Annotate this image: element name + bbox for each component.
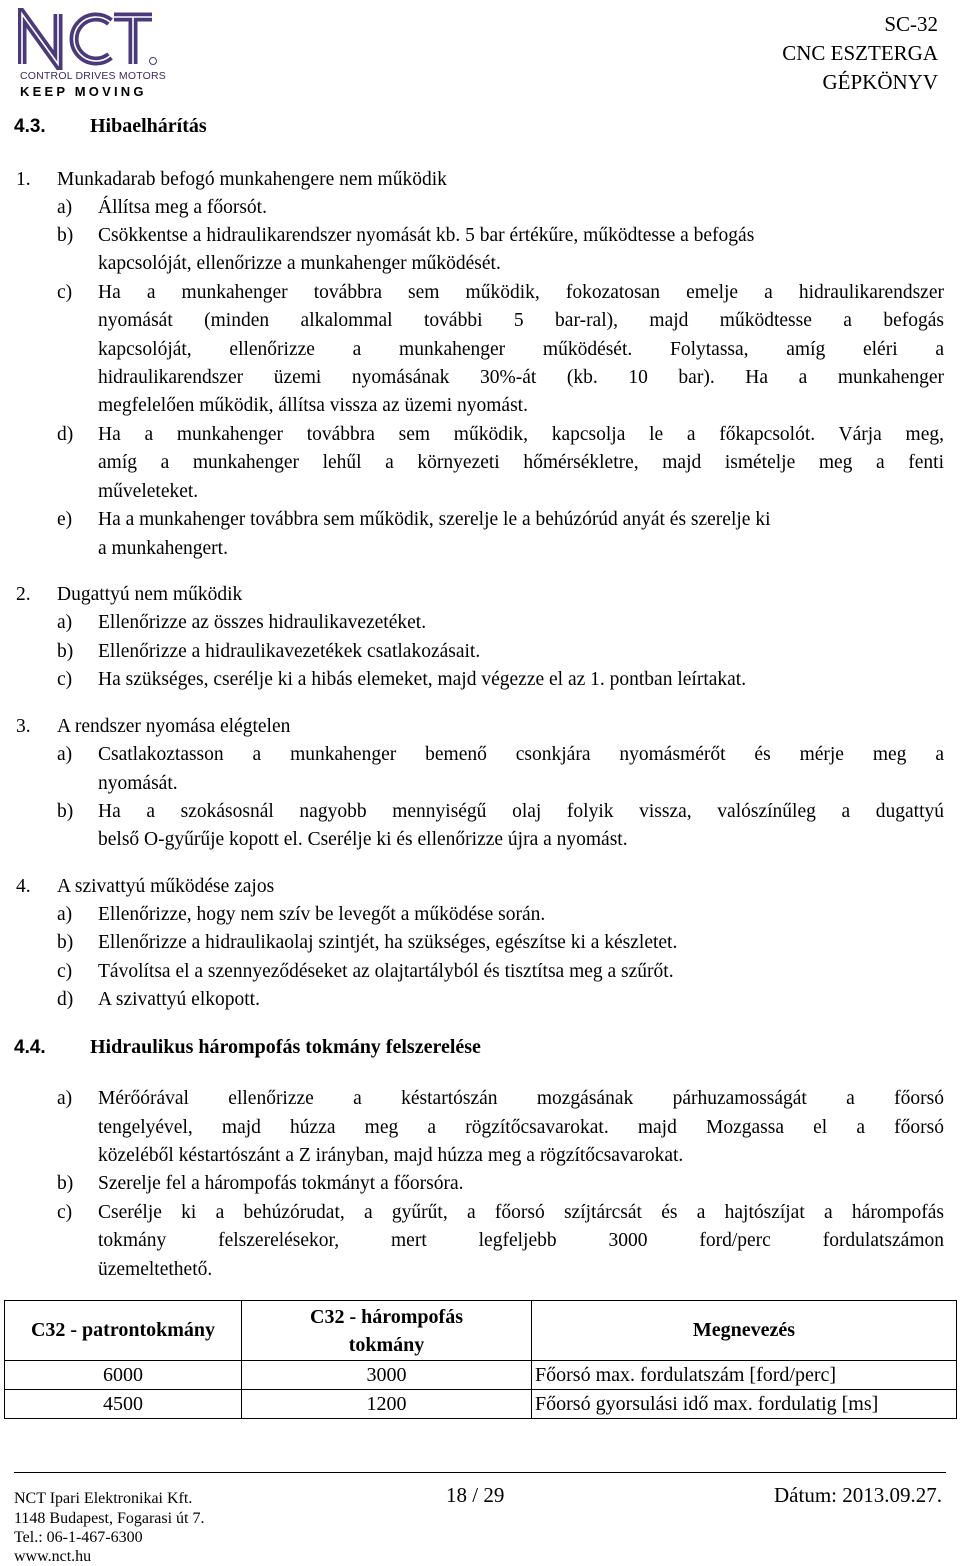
sub-text: Cserélje ki a behúzórudat, a gyűrűt, a főorsó szíjtárcsát és a hajtószíjat a hárompofás	[98, 1202, 944, 1223]
logo-tagline: KEEP MOVING	[20, 84, 147, 99]
page-number: 18 / 29	[446, 1483, 505, 1507]
sub-text: nyomását (minden alkalommal további 5 bar-ral), majd működtesse a befogás	[98, 310, 944, 331]
sub-letter: c)	[57, 961, 73, 982]
table-header-text: Megnevezés	[692, 1319, 796, 1341]
item-title: Dugattyú nem működik	[57, 584, 243, 605]
footer-date: Dátum: 2013.09.27.	[774, 1483, 942, 1507]
table-header-text: tokmány	[348, 1333, 425, 1356]
sub-text: A szivattyú elkopott.	[98, 989, 260, 1010]
item-number: 3.	[16, 716, 31, 737]
sub-text: tengelyével, majd húzza meg a rögzítőcsavarokat. majd Mozgassa el a főorsó	[98, 1117, 944, 1138]
sub-text: Csatlakoztasson a munkahenger bemenő csonkjára nyomásmérőt és mérje meg a	[98, 744, 944, 765]
sub-text: Mérőórával ellenőrizze a késtartószán mozgásának párhuzamosságát a főorsó	[98, 1088, 944, 1109]
sub-text: Állítsa meg a főorsót.	[98, 197, 267, 218]
sub-text: műveleteket.	[98, 481, 199, 502]
item-title: Munkadarab befogó munkahengere nem működik	[57, 169, 447, 190]
sub-text: amíg a munkahenger lehűl a környezeti hőmérsékletre, majd ismételje meg a fenti	[98, 452, 944, 473]
footer-address: 1148 Budapest, Fogarasi út 7.	[14, 1510, 205, 1527]
document-header	[782, 10, 938, 97]
table-cell: 6000	[5, 1361, 242, 1390]
sub-text: Csökkentse a hidraulikarendszer nyomását kb. 5 bar értékűre, működtesse a befogás	[98, 225, 755, 246]
sub-letter: b)	[57, 641, 74, 662]
header-model: SC-32	[884, 12, 938, 36]
table-header-cell	[242, 1301, 532, 1361]
nct-logo-mark	[18, 8, 158, 70]
item-title: A rendszer nyomása elégtelen	[57, 716, 291, 737]
header-machine: CNC ESZTERGA	[782, 41, 938, 65]
sub-letter: b)	[57, 1173, 74, 1194]
sub-letter: b)	[57, 932, 74, 953]
header-manual: GÉPKÖNYV	[822, 70, 938, 94]
sub-text: a munkahengert.	[98, 538, 228, 559]
logo-subtitle: CONTROL DRIVES MOTORS	[20, 70, 166, 82]
sub-text: kapcsolóját, ellenőrizze a munkahenger működését.	[98, 253, 501, 274]
sub-letter: b)	[57, 801, 74, 822]
sub-letter: a)	[57, 744, 73, 765]
sub-letter: c)	[57, 669, 73, 690]
table-row	[5, 1390, 957, 1419]
sub-text: megfelelően működik, állítsa vissza az üzemi nyomást.	[98, 395, 528, 416]
section-number: 4.4.	[14, 1037, 46, 1058]
item-number: 2.	[16, 584, 31, 605]
sub-letter: b)	[57, 225, 74, 246]
table-header-text: C32 - patrontokmány	[30, 1319, 216, 1341]
section-number: 4.3.	[14, 116, 46, 137]
spec-table	[4, 1300, 957, 1419]
sub-letter: d)	[57, 424, 74, 445]
footer-phone: Tel.: 06-1-467-6300	[14, 1529, 143, 1546]
footer-website[interactable]: www.nct.hu	[14, 1548, 92, 1565]
table-row	[5, 1361, 957, 1390]
table-cell: 4500	[5, 1390, 242, 1419]
sub-text: Ellenőrizze, hogy nem szív be levegőt a működése során.	[98, 904, 546, 925]
sub-text: hidraulikarendszer üzemi nyomásának 30%-át (kb. 10 bar). Ha a munkahenger	[98, 367, 944, 388]
sub-text: tokmány felszerelésekor, mert legfeljebb 3000 ford/perc fordulatszámon	[98, 1230, 944, 1251]
item-number: 1.	[16, 169, 31, 190]
sub-text: Ha a munkahenger továbbra sem működik, szerelje le a behúzórúd anyát és szerelje ki	[98, 509, 771, 530]
table-cell: 3000	[242, 1361, 532, 1390]
footer-company: NCT Ipari Elektronikai Kft.	[14, 1490, 193, 1507]
sub-letter: c)	[57, 282, 73, 303]
footer-divider	[14, 1472, 946, 1473]
section-title: Hibaelhárítás	[90, 115, 207, 137]
company-logo	[18, 8, 178, 98]
sub-text: Ha a munkahenger továbbra sem működik, kapcsolja le a főkapcsolót. Várja meg,	[98, 424, 944, 445]
table-header-row	[5, 1301, 957, 1361]
sub-text: üzemeltethető.	[98, 1259, 213, 1280]
table-cell: Főorsó max. fordulatszám [ford/perc]	[532, 1361, 957, 1390]
sub-text: Ha a munkahenger továbbra sem működik, fokozatosan emelje a hidraulikarendszer	[98, 282, 944, 303]
sub-letter: e)	[57, 509, 73, 530]
sub-text: Ha a szokásosnál nagyobb mennyiségű olaj folyik vissza, valószínűleg a dugattyú	[98, 801, 944, 822]
sub-text: Ha szükséges, cserélje ki a hibás elemeket, majd végezze el az 1. pontban leírtakat.	[98, 669, 747, 690]
sub-text: Szerelje fel a hárompofás tokmányt a főorsóra.	[98, 1173, 464, 1194]
sub-letter: c)	[57, 1202, 73, 1223]
table-cell: 1200	[242, 1390, 532, 1419]
item-number: 4.	[16, 876, 31, 897]
sub-text: belső O-gyűrűje kopott el. Cserélje ki és ellenőrizze újra a nyomást.	[98, 829, 628, 850]
sub-text: Ellenőrizze a hidraulikavezetékek csatlakozásait.	[98, 641, 481, 662]
sub-text: Ellenőrizze a hidraulikaolaj szintjét, ha szükséges, egészítse ki a készletet.	[98, 932, 678, 953]
sub-letter: d)	[57, 989, 74, 1010]
sub-text: nyomását.	[98, 773, 178, 794]
sub-letter: a)	[57, 197, 73, 218]
table-cell: Főorsó gyorsulási idő max. fordulatig [ms]	[532, 1390, 957, 1419]
table-header-text: C32 - hárompofás	[310, 1305, 463, 1328]
sub-text: kapcsolóját, ellenőrizze a munkahenger működését. Folytassa, amíg eléri a	[98, 339, 944, 360]
registered-icon	[150, 58, 157, 65]
sub-letter: a)	[57, 612, 73, 633]
sub-text: Ellenőrizze az összes hidraulikavezetéket.	[98, 612, 427, 633]
sub-letter: a)	[57, 1088, 73, 1109]
sub-text: közeléből késtartószánt a Z irányban, majd húzza meg a rögzítőcsavarokat.	[98, 1145, 684, 1166]
sub-letter: a)	[57, 904, 73, 925]
table-header-cell	[532, 1301, 957, 1361]
item-title: A szivattyú működése zajos	[57, 876, 275, 897]
table-header-cell	[5, 1301, 242, 1361]
section-title: Hidraulikus hárompofás tokmány felszerelése	[90, 1036, 481, 1058]
sub-text: Távolítsa el a szennyeződéseket az olajtartályból és tisztítsa meg a szűrőt.	[98, 961, 674, 982]
